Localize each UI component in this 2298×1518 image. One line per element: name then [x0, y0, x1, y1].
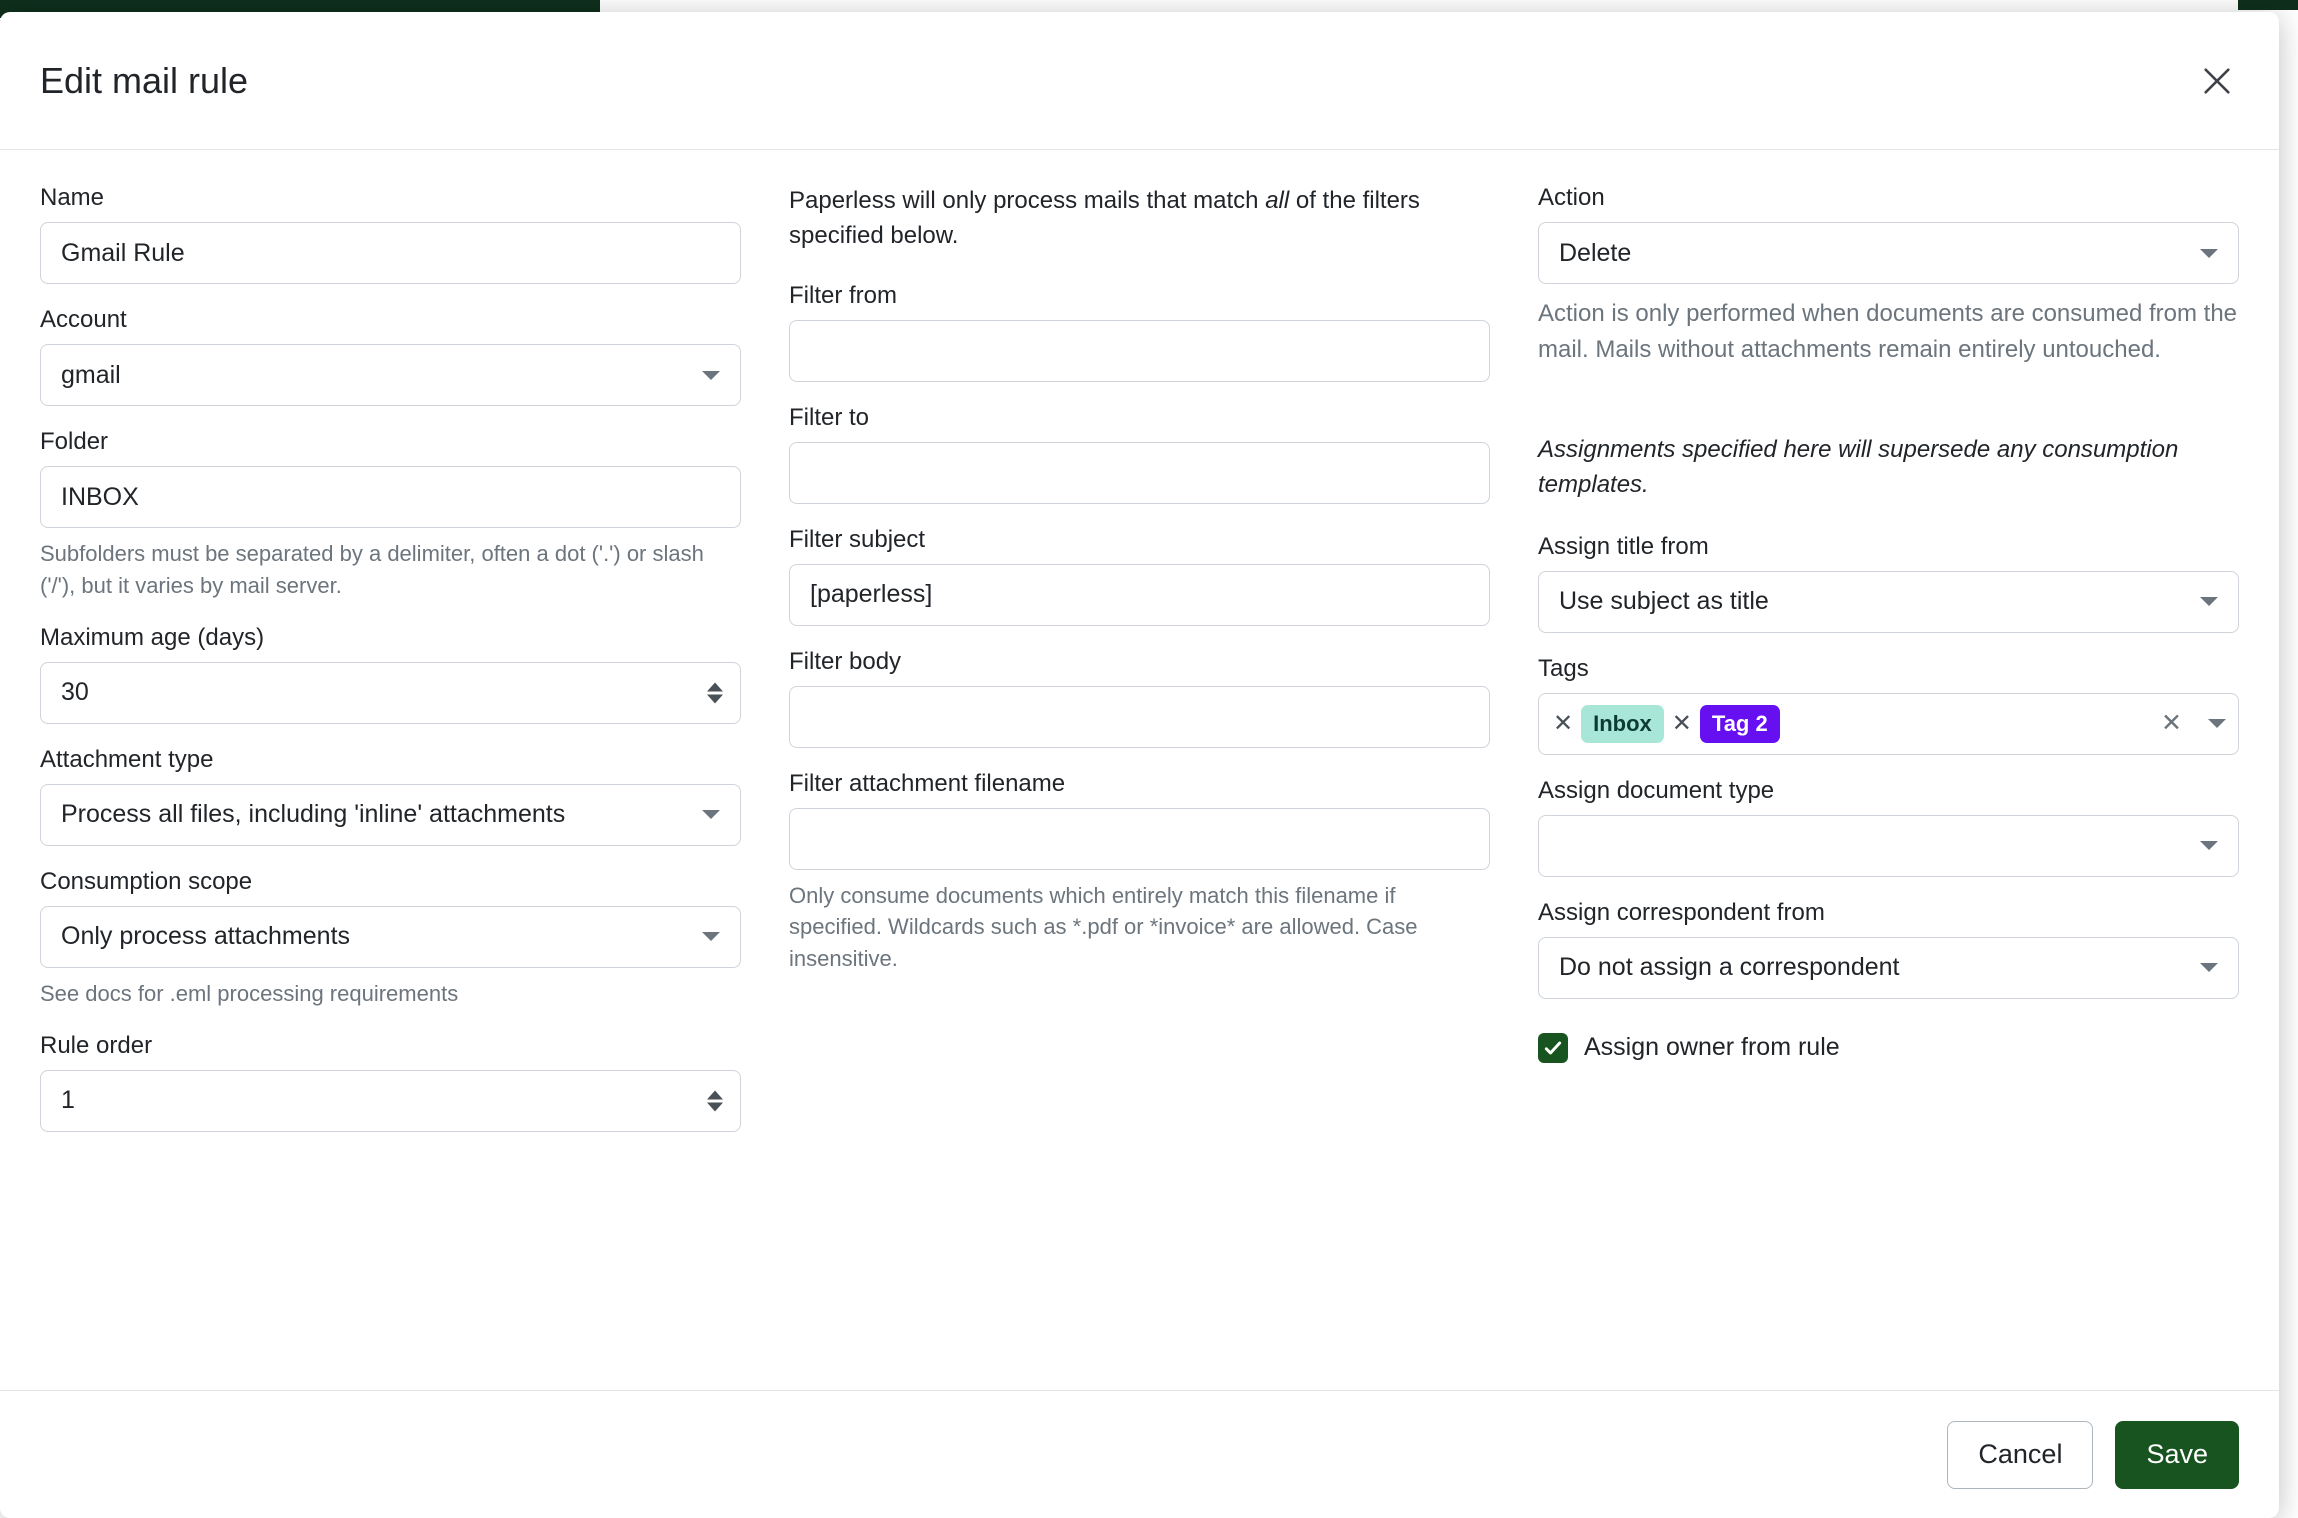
rule-order-label: Rule order	[40, 1031, 153, 1059]
tag-chip	[1672, 705, 1780, 743]
tag-chip	[1553, 705, 1664, 743]
field-folder	[40, 428, 741, 602]
chevron-down-icon	[702, 932, 720, 941]
backdrop-right-strip	[2238, 0, 2298, 10]
attachment-type-select[interactable]	[40, 784, 741, 846]
consumption-scope-help-text: See docs for .eml processing requirements	[40, 980, 459, 1006]
filter-to-input[interactable]	[789, 442, 1490, 504]
assign-title-from-label: Assign title from	[1538, 532, 1709, 560]
field-filter-body	[789, 648, 1490, 748]
action-label: Action	[1538, 184, 1605, 211]
field-filter-to	[789, 404, 1490, 504]
maximum-age-stepper[interactable]	[707, 682, 723, 703]
action-help-text: Action is only performed when documents are consumed from the mail. Mails without attachments remain entirely untouched.	[1538, 300, 2238, 364]
tags-controls	[2161, 711, 2226, 736]
tags-label: Tags	[1538, 654, 1589, 682]
assign-owner-checkbox[interactable]	[1538, 1033, 1568, 1063]
maximum-age-label: Maximum age (days)	[40, 623, 265, 651]
field-maximum-age	[40, 624, 741, 724]
maximum-age-input[interactable]	[40, 662, 741, 724]
field-name	[40, 184, 741, 284]
field-rule-order	[40, 1032, 741, 1132]
assign-correspondent-from-label: Assign correspondent from	[1538, 898, 1825, 926]
filter-body-input[interactable]	[789, 686, 1490, 748]
filter-body-label: Filter body	[789, 647, 902, 675]
field-assign-document-type	[1538, 777, 2239, 877]
column-general	[40, 184, 741, 1154]
dialog-footer	[0, 1390, 2279, 1518]
page-title: Edit mail rule	[40, 59, 249, 101]
stepper-down-icon[interactable]	[707, 1102, 723, 1111]
name-label: Name	[40, 184, 105, 211]
filter-attachment-filename-input[interactable]	[789, 808, 1490, 870]
filter-to-label: Filter to	[789, 403, 870, 431]
consumption-scope-select[interactable]	[40, 906, 741, 968]
filter-subject-input[interactable]	[789, 564, 1490, 626]
folder-input[interactable]	[40, 466, 741, 528]
field-attachment-type	[40, 746, 741, 846]
field-action	[1538, 184, 2239, 369]
tags-selected-list	[1553, 705, 2151, 743]
field-tags	[1538, 655, 2239, 755]
assign-owner-label: Assign owner from rule	[1584, 1033, 1840, 1062]
chevron-down-icon	[2200, 841, 2218, 850]
assign-correspondent-from-select[interactable]	[1538, 937, 2239, 999]
chevron-down-icon	[2200, 597, 2218, 606]
chevron-down-icon	[702, 810, 720, 819]
check-icon	[1543, 1038, 1563, 1058]
filter-attachment-filename-label: Filter attachment filename	[789, 769, 1066, 797]
dialog-header	[0, 12, 2279, 150]
tag-badge: Inbox	[1581, 705, 1664, 743]
account-select[interactable]	[40, 344, 741, 406]
folder-help-text: Subfolders must be separated by a delimiter, often a dot ('.') or slash ('/'), but it varies by mail server.	[40, 541, 704, 598]
field-assign-correspondent-from	[1538, 899, 2239, 999]
field-filter-from	[789, 282, 1490, 382]
consumption-scope-label: Consumption scope	[40, 867, 253, 895]
tag-badge: Tag 2	[1700, 705, 1780, 743]
filter-from-label: Filter from	[789, 281, 897, 309]
account-label: Account	[40, 306, 127, 333]
assign-correspondent-from-selected-value: Do not assign a correspondent	[1559, 953, 1900, 982]
tags-multiselect[interactable]	[1538, 693, 2239, 755]
column-filters	[789, 184, 1490, 1154]
assign-document-type-label: Assign document type	[1538, 776, 1775, 804]
account-selected-value: gmail	[61, 360, 121, 389]
stepper-up-icon[interactable]	[707, 682, 723, 691]
column-actions	[1538, 184, 2239, 1154]
cancel-button[interactable]: Cancel	[1947, 1421, 2093, 1489]
filter-attachment-help-text: Only consume documents which entirely match this filename if specified. Wildcards such as *.pdf or *invoice* are allowed. Case insensitive.	[789, 882, 1418, 972]
close-icon[interactable]	[2191, 55, 2243, 107]
folder-label: Folder	[40, 428, 109, 455]
filter-from-input[interactable]	[789, 320, 1490, 382]
rule-order-input[interactable]	[40, 1070, 741, 1132]
assign-document-type-select[interactable]	[1538, 815, 2239, 877]
maximum-age-wrapper	[40, 662, 741, 724]
field-assign-owner-from-rule[interactable]	[1538, 1033, 2239, 1063]
save-button[interactable]: Save	[2115, 1421, 2239, 1489]
rule-order-stepper[interactable]	[707, 1090, 723, 1111]
field-filter-attachment-filename	[789, 770, 1490, 976]
remove-tag-icon[interactable]: ✕	[1553, 709, 1574, 737]
assign-title-from-selected-value: Use subject as title	[1559, 587, 1769, 616]
action-select[interactable]	[1538, 222, 2239, 284]
stepper-up-icon[interactable]	[707, 1090, 723, 1099]
chevron-down-icon	[702, 371, 720, 380]
dialog-body	[0, 150, 2279, 1154]
edit-mail-rule-dialog	[0, 12, 2279, 1518]
remove-tag-icon[interactable]: ✕	[1671, 709, 1692, 737]
field-consumption-scope	[40, 868, 741, 1010]
attachment-type-label: Attachment type	[40, 745, 214, 773]
clear-icon[interactable]: ✕	[2161, 709, 2182, 738]
rule-order-wrapper	[40, 1070, 741, 1132]
field-filter-subject	[789, 526, 1490, 626]
chevron-down-icon	[2200, 963, 2218, 972]
assignments-note: Assignments specified here will supersede any consumption templates.	[1538, 435, 2179, 498]
assign-title-from-select[interactable]	[1538, 571, 2239, 633]
chevron-down-icon	[2200, 249, 2218, 258]
consumption-scope-selected-value: Only process attachments	[61, 922, 351, 951]
intro-before: Paperless will only process mails that match	[789, 187, 1266, 214]
name-input[interactable]	[40, 222, 741, 284]
action-selected-value: Delete	[1559, 238, 1632, 267]
field-assign-title-from	[1538, 533, 2239, 633]
intro-after: of the filters specified below.	[789, 187, 1420, 249]
filters-intro-text	[789, 184, 1490, 254]
intro-emphasis: all	[1265, 187, 1290, 214]
filter-subject-label: Filter subject	[789, 525, 926, 553]
field-account	[40, 306, 741, 406]
stepper-down-icon[interactable]	[707, 694, 723, 703]
chevron-down-icon[interactable]	[2208, 719, 2226, 728]
attachment-type-selected-value: Process all files, including 'inline' attachments	[61, 800, 566, 829]
